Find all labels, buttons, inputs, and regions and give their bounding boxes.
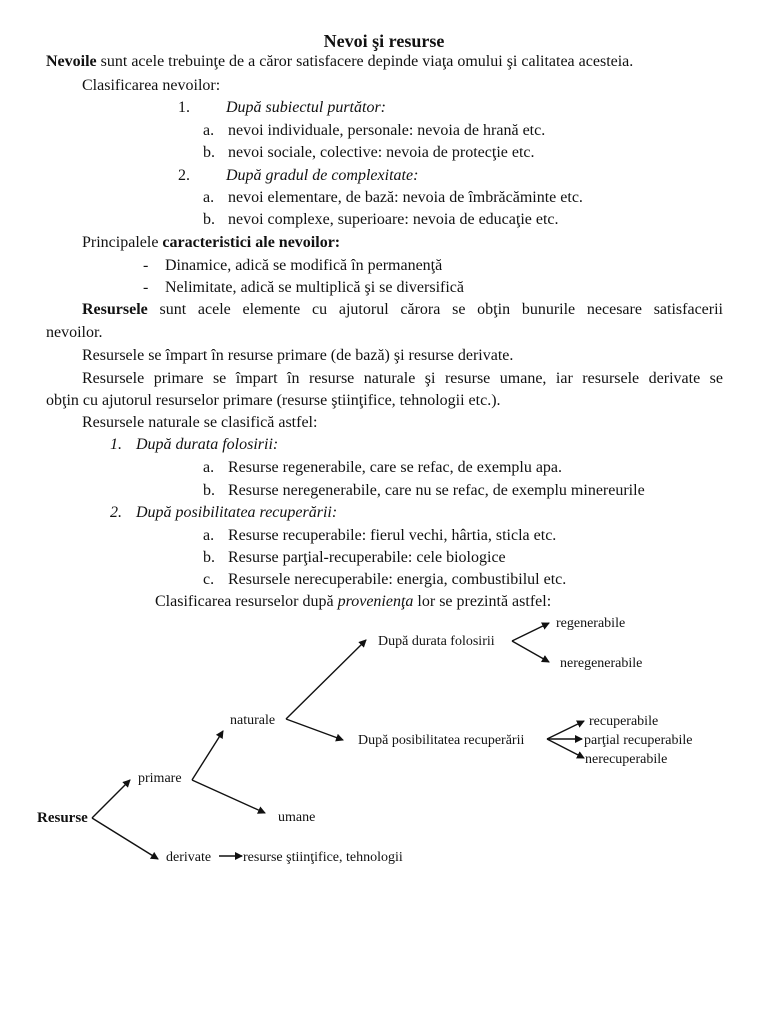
resources-definition-text: sunt acele elemente cu ajutorul cărora se obţin bunurile necesare satisfacerii bbox=[147, 301, 723, 318]
characteristics-heading bbox=[82, 233, 340, 253]
list-item bbox=[143, 256, 442, 276]
list-item-letter: b. bbox=[203, 482, 215, 499]
diagram-node-recuperabile: recuperabile bbox=[589, 714, 659, 729]
diagram-node-durata: După durata folosirii bbox=[378, 634, 495, 649]
list-item-letter: a. bbox=[203, 527, 215, 544]
needs-group-1-number: 1. bbox=[178, 99, 190, 116]
list-item bbox=[203, 210, 559, 230]
resources-term: Resursele bbox=[82, 301, 148, 318]
arrow-primare-naturale bbox=[192, 731, 223, 780]
arrow-resurse-primare bbox=[92, 780, 130, 818]
diagram-node-resurse: Resurse bbox=[37, 810, 88, 826]
diagram-node-nerecuperabile: nerecuperabile bbox=[585, 752, 668, 767]
needs-group-1-label: După subiectul purtător: bbox=[226, 99, 386, 116]
diagram-node-primare: primare bbox=[138, 771, 182, 786]
list-item-letter: b. bbox=[203, 211, 215, 228]
list-item-text: Resurse neregenerabile, care nu se refac, de exemplu minereurile bbox=[228, 482, 645, 499]
classification-intro-italic: provenienţa bbox=[337, 593, 414, 610]
resources-classification-diagram bbox=[0, 600, 768, 880]
list-item-letter: a. bbox=[203, 189, 215, 206]
natural-group-1 bbox=[110, 435, 278, 455]
list-item-dash: - bbox=[143, 257, 149, 274]
list-item-letter: a. bbox=[203, 459, 215, 476]
arrow-naturale-posibilitate bbox=[286, 719, 343, 740]
arrow-durata-neregenerabile bbox=[512, 641, 549, 662]
arrow-resurse-derivate bbox=[92, 818, 158, 859]
list-item-letter: c. bbox=[203, 571, 215, 588]
intro-term: Nevoile bbox=[46, 53, 97, 70]
classification-intro-before: Clasificarea resurselor după bbox=[155, 593, 338, 610]
resources-split: Resursele se împart în resurse primare (de bază) şi resurse derivate. bbox=[82, 347, 514, 364]
natural-group-2-label: După posibilitatea recuperării: bbox=[136, 504, 338, 521]
intro-paragraph bbox=[46, 52, 633, 72]
list-item-text: nevoi individuale, personale: nevoia de hrană etc. bbox=[228, 122, 546, 139]
list-item-text: Nelimitate, adică se multiplică şi se diversifică bbox=[165, 279, 465, 296]
natural-group-1-label: După durata folosirii: bbox=[136, 436, 279, 453]
arrow-posibilitate-nerecuperabile bbox=[547, 739, 584, 758]
diagram-node-umane: umane bbox=[278, 810, 316, 825]
natural-group-2-number: 2. bbox=[110, 504, 122, 521]
list-item-letter: b. bbox=[203, 549, 215, 566]
characteristics-term: caracteristici ale nevoilor: bbox=[162, 234, 341, 251]
diagram-node-derivate: derivate bbox=[166, 850, 212, 865]
list-item bbox=[203, 188, 583, 208]
list-item bbox=[203, 570, 566, 590]
list-item-text: Resursele nerecuperabile: energia, combustibilul etc. bbox=[228, 571, 567, 588]
natural-heading: Resursele naturale se clasifică astfel: bbox=[82, 414, 318, 431]
list-item-letter: b. bbox=[203, 144, 215, 161]
list-item bbox=[203, 481, 645, 501]
list-item-dash: - bbox=[143, 279, 149, 296]
diagram-node-neregenerabile: neregenerabile bbox=[560, 656, 643, 671]
arrow-posibilitate-recuperabile bbox=[547, 721, 584, 739]
list-item-text: nevoi elementare, de bază: nevoia de îmbrăcăminte etc. bbox=[228, 189, 583, 206]
resources-definition bbox=[46, 300, 723, 320]
list-item-text: Resurse regenerabile, care se refac, de exemplu apa. bbox=[228, 459, 563, 476]
diagram-node-naturale: naturale bbox=[230, 713, 276, 728]
characteristics-prefix: Principalele bbox=[82, 234, 163, 251]
natural-group-1-number: 1. bbox=[110, 436, 122, 453]
diagram-node-posibilitate: După posibilitatea recuperării bbox=[358, 733, 525, 748]
intro-text: sunt acele trebuinţe de a căror satisfacere depinde viaţa omului şi calitatea acesteia. bbox=[96, 53, 634, 70]
list-item bbox=[203, 548, 506, 568]
arrow-durata-regenerabile bbox=[512, 623, 549, 641]
list-item bbox=[143, 278, 464, 298]
needs-group-1 bbox=[178, 98, 386, 118]
list-item bbox=[203, 121, 545, 141]
list-item bbox=[203, 526, 556, 546]
list-item bbox=[203, 458, 562, 478]
resources-definition-end: nevoilor. bbox=[46, 324, 103, 341]
page-title: Nevoi şi resurse bbox=[323, 31, 445, 51]
classification-intro-after: lor se prezintă astfel: bbox=[413, 593, 552, 610]
diagram-node-partial: parţial recuperabile bbox=[584, 733, 693, 748]
needs-heading: Clasificarea nevoilor: bbox=[82, 77, 221, 94]
diagram-node-regenerabile: regenerabile bbox=[556, 616, 626, 631]
list-item-text: Resurse parţial-recuperabile: cele biologice bbox=[228, 549, 506, 566]
primary-split-line-1: Resursele primare se împart în resurse naturale şi resurse umane, iar resursele derivate se bbox=[82, 370, 723, 387]
needs-group-2-number: 2. bbox=[178, 167, 190, 184]
list-item-letter: a. bbox=[203, 122, 215, 139]
arrow-naturale-durata bbox=[286, 640, 366, 719]
list-item-text: nevoi sociale, colective: nevoia de protecţie etc. bbox=[228, 144, 535, 161]
needs-group-2 bbox=[178, 166, 418, 186]
list-item-text: Resurse recuperabile: fierul vechi, hârtia, sticla etc. bbox=[228, 527, 557, 544]
diagram-node-derivate-target: resurse ştiinţifice, tehnologii bbox=[243, 850, 403, 865]
natural-group-2 bbox=[110, 503, 337, 523]
list-item bbox=[203, 143, 535, 163]
primary-split-line-2: obţin cu ajutorul resurselor primare (resurse ştiinţifice, tehnologii etc.). bbox=[46, 392, 501, 409]
list-item-text: nevoi complexe, superioare: nevoia de educaţie etc. bbox=[228, 211, 559, 228]
needs-group-2-label: După gradul de complexitate: bbox=[226, 167, 419, 184]
list-item-text: Dinamice, adică se modifică în permanenţă bbox=[165, 257, 443, 274]
arrow-primare-umane bbox=[192, 780, 265, 813]
